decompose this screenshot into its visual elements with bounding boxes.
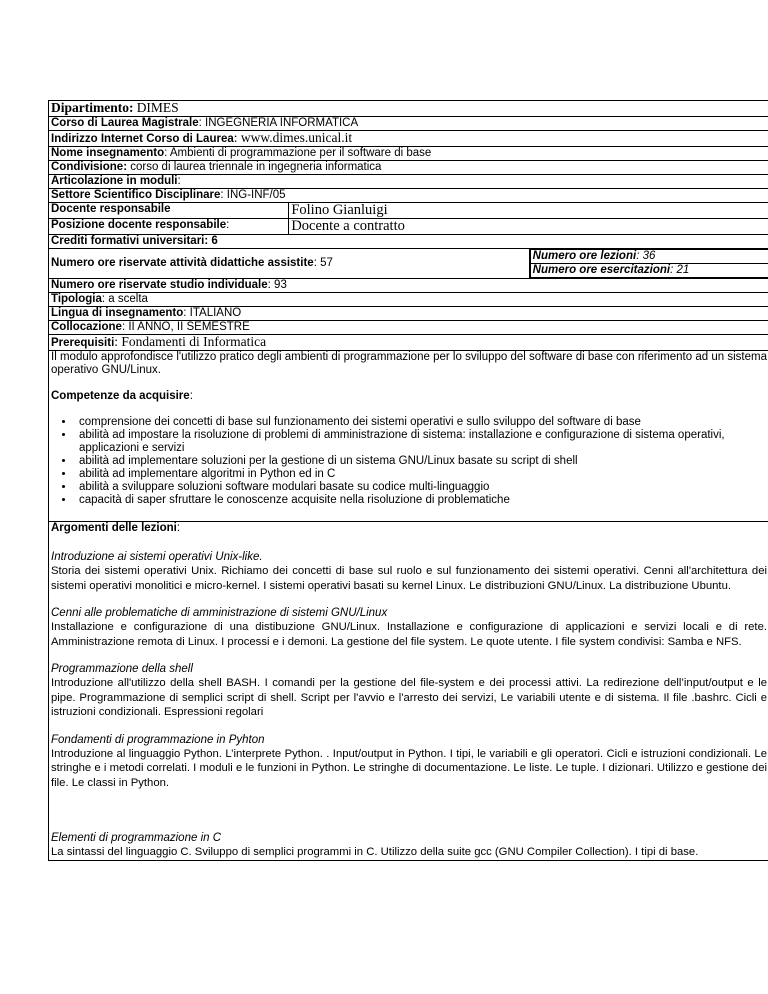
- posizione-value: Docente a contratto: [291, 218, 405, 234]
- row-prerequisiti: [49, 335, 768, 351]
- row-posizione: [49, 219, 768, 235]
- row-ore-individuale: [49, 279, 768, 293]
- row-docente: [49, 203, 768, 219]
- list-item: • capacità di saper sfruttare le conoscenze acquisite nella risoluzione di problematiche: [75, 494, 767, 507]
- collocazione-value: : II ANNO, II SEMESTRE: [121, 321, 250, 333]
- lingua-label: Lingua di insegnamento: [51, 307, 184, 319]
- competenze-label: Competenze da acquisire: [51, 390, 190, 402]
- ore-lezioni-label: Numero ore lezioni: [532, 250, 637, 262]
- row-corso: [49, 117, 768, 131]
- topic-title: Elementi di programmazione in C: [51, 832, 222, 844]
- indirizzo-value: : www.dimes.unical.it: [233, 130, 353, 145]
- row-indirizzo: [49, 131, 768, 147]
- ore-assistite-label: Numero ore riservate attività didattiche assistite: [51, 257, 314, 269]
- tipologia-label: Tipologia: [51, 293, 102, 305]
- prerequisiti-value: : Fondamenti di Informatica: [114, 334, 267, 349]
- dipartimento-label: Dipartimento:: [51, 100, 134, 115]
- ore-individuale-label: Numero ore riservate studio individuale: [51, 279, 268, 291]
- nome-insegnamento-value: : Ambienti di programmazione per il software di base: [164, 147, 432, 159]
- list-item: • abilità ad implementare algoritmi in Python ed in C: [75, 468, 767, 481]
- lingua-value: : ITALIANO: [183, 307, 242, 319]
- list-item: • comprensione dei concetti di base sul funzionamento dei sistemi operativi e sullo sviluppo del software di base: [75, 416, 767, 429]
- row-collocazione: [49, 321, 768, 335]
- row-dipartimento: [49, 101, 768, 117]
- row-nome-insegnamento: [49, 147, 768, 161]
- condivisione-value: corso di laurea triennale in ingegneria informatica: [127, 161, 382, 173]
- condivisione-label: Condivisione:: [51, 161, 128, 173]
- course-table: [48, 100, 768, 861]
- descrizione-text: Il modulo approfondisce l'utilizzo pratico degli ambienti di programmazione per lo sviluppo del software di base con riferimento ad un sistema operativo GNU/Linux.: [51, 351, 767, 376]
- list-item: • abilità ad impostare la risoluzione di problemi di amministrazione di sistema: installazione e configurazione di sistema operativi, applicazioni e servizi: [75, 429, 767, 455]
- dipartimento-value: DIMES: [136, 100, 179, 115]
- course-sheet: [48, 100, 768, 861]
- topic-title: Fondamenti di programmazione in Pyhton: [51, 733, 265, 746]
- crediti-label: Crediti formativi universitari: [51, 235, 205, 247]
- ore-assistite-value: : 57: [313, 257, 333, 269]
- topic-title: Programmazione della shell: [51, 663, 193, 675]
- posizione-label: Posizione docente responsabile: [51, 219, 227, 231]
- ore-individuale-value: : 93: [267, 279, 287, 291]
- competenze-list: [51, 416, 767, 507]
- row-articolazione: [49, 175, 768, 189]
- topic-text: Introduzione all'utilizzo della shell BASH. I comandi per la gestione del file-system e dei processi attivi. La redirezione dell’input/output e le pipe. Programmazione di semplici script di shell. Script per l'avvio e l'arresto dei servizi, Le variabili utente e di sistema. Il file .bashrc. Cicli e istruzioni condizionali. Espressioni regolari: [51, 677, 767, 718]
- row-tipologia: [49, 293, 768, 307]
- collocazione-label: Collocazione: [51, 321, 122, 333]
- list-item: • abilità a sviluppare soluzioni software modulari basate su codice multi-linguaggio: [75, 481, 767, 494]
- docente-value: Folino Gianluigi: [291, 202, 388, 218]
- ore-esercitazioni-label: Numero ore esercitazioni: [532, 264, 671, 276]
- articolazione-label: Articolazione in moduli: [51, 175, 178, 187]
- tipologia-value: : a scelta: [101, 293, 148, 305]
- nome-insegnamento-label: Nome insegnamento: [51, 147, 165, 159]
- crediti-value: : 6: [204, 235, 218, 247]
- settore-label: Settore Scientifico Disciplinare: [51, 189, 221, 201]
- argomenti-sep: :: [176, 522, 181, 534]
- row-ore-assistite: [49, 249, 768, 279]
- topic-text: Installazione e configurazione di una distibuzione GNU/Linux. Installazione e configurazione di applicazioni e servizi locali e di rete. Amministrazione remota di Linux. I processi e i demoni. La gestione del file system. Le quote utente. I file system condivisi: Samba e NFS.: [51, 621, 767, 648]
- prerequisiti-label: Prerequisiti: [51, 337, 115, 349]
- settore-value: : ING-INF/05: [220, 189, 286, 201]
- ore-split: [530, 249, 768, 278]
- topic-text: Introduzione al linguaggio Python. L’interprete Python. . Input/output in Python. I tipi, le variabili e gli operatori. Cicli e istruzioni condizionali. Le stringhe e i metodi correlati. I moduli e le funzioni in Python. Le stringhe di documentazione. Le liste. Le tuple. I dizionari. Utilizzo e gestione dei file. Le classi in Python.: [51, 747, 767, 789]
- row-crediti: [49, 235, 768, 249]
- topic-text: Storia dei sistemi operativi Unix. Richiamo dei concetti di base sul ruolo e sul funzionamento dei sistemi operativi. Cenni all'architettura dei sistemi operativi monolitici e micro-kernel. I sistemi operativi basati su kernel Linux. Le distribuzioni GNU/Linux. La distribuzione Ubuntu.: [51, 565, 767, 592]
- articolazione-value: :: [177, 175, 181, 187]
- list-item: • abilità ad implementare soluzioni per la gestione di un sistema GNU/Linux basate su script di shell: [75, 455, 767, 468]
- topic-text: La sintassi del linguaggio C. Sviluppo di semplici programmi in C. Utilizzo della suite gcc (GNU Compiler Collection). I tipi di base.: [51, 846, 699, 858]
- ore-esercitazioni-value: : 21: [670, 264, 690, 276]
- row-argomenti: [49, 522, 768, 861]
- posizione-sep: :: [226, 219, 230, 231]
- topic-title: Cenni alle problematiche di amministrazione di sistemi GNU/Linux: [51, 607, 388, 619]
- row-condivisione: [49, 161, 768, 175]
- row-lingua: [49, 307, 768, 321]
- ore-lezioni-value: : 36: [636, 250, 656, 262]
- docente-label: Docente responsabile: [51, 203, 171, 215]
- corso-value: : INGEGNERIA INFORMATICA: [198, 117, 359, 129]
- topic-title: Introduzione ai sistemi operativi Unix-like.: [51, 551, 263, 563]
- indirizzo-label: Indirizzo Internet Corso di Laurea: [51, 133, 234, 145]
- corso-label: Corso di Laurea Magistrale: [51, 117, 199, 129]
- competenze-sep: :: [189, 390, 193, 402]
- row-descrizione-competenze: [49, 351, 768, 522]
- row-settore: [49, 189, 768, 203]
- argomenti-label: Argomenti delle lezioni: [51, 522, 177, 534]
